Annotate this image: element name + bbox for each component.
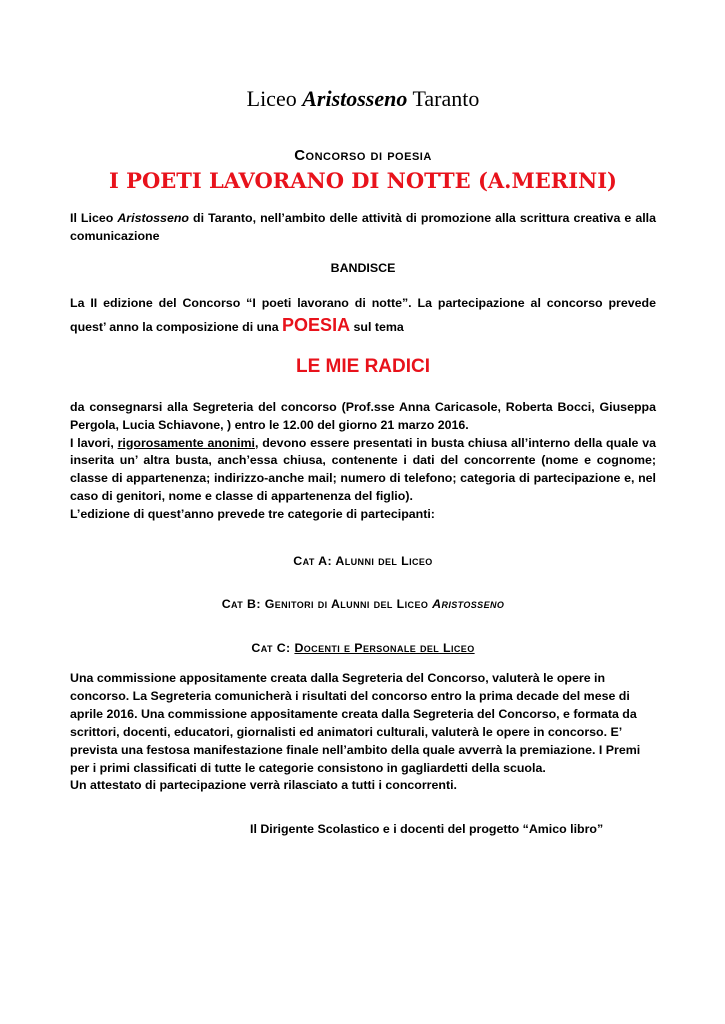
submission-paragraph	[70, 399, 656, 524]
school-name: Aristosseno	[302, 86, 408, 111]
certificate-text: Un attestato di partecipazione verrà rilasciato a tutti i concorrenti.	[70, 778, 457, 793]
poesia-highlight: POESIA	[282, 315, 351, 335]
anonymity-underlined: rigorosamente anonimi	[117, 435, 255, 450]
categories-intro: L’edizione di quest’anno prevede tre categorie di partecipanti:	[70, 506, 435, 521]
category-a: Cat A: Alunni del Liceo	[293, 554, 433, 568]
contest-title: I POETI LAVORANO DI NOTTE (A.MERINI)	[109, 168, 617, 193]
contest-label: Concorso di poesia	[294, 147, 432, 164]
school-prefix: Liceo	[246, 86, 303, 111]
category-c-text: Docenti e Personale del Liceo	[294, 641, 475, 655]
anonymity-before: I lavori,	[70, 435, 118, 450]
intro-text: di Taranto, nell’ambito delle attività di promozione alla scrittura creativa e alla comunicazione	[70, 211, 656, 243]
anonymity-text	[70, 435, 656, 506]
edition-text-before: La II edizione del Concorso “I poeti lavorano di notte”. La partecipazione al concorso prevede quest’ anno la composizione di una	[70, 296, 656, 334]
intro-paragraph	[70, 209, 656, 245]
bandisce-heading: BANDISCE	[330, 261, 396, 275]
intro-prefix: Il Liceo	[70, 211, 118, 225]
commission-text: Una commissione appositamente creata dalla Segreteria del Concorso, valuterà le opere in concorso. La Segreteria comunicherà i risultati del concorso entro la prima decade del mese di aprile 2016. Una commissione appositamente creata dalla Segreteria del Concorso, e formata da scrittori, docenti, educatori, giornalisti ed animatori culturali, valuterà le opere in concorso. E’ prevista una festosa manifestazione finale nell’ambito della quale avverrà la premiazione. I Premi per i primi classificati di tutte le categorie consistono in gagliardetti della scuola.	[70, 671, 641, 775]
signature-line: Il Dirigente Scolastico e i docenti del progetto “Amico libro”	[250, 822, 604, 836]
category-b	[70, 597, 656, 611]
category-c	[70, 641, 656, 655]
edition-text-after: sul tema	[350, 320, 404, 334]
intro-school-name: Aristosseno	[117, 211, 189, 225]
category-b-school: Aristosseno	[432, 597, 505, 611]
edition-paragraph	[70, 292, 656, 338]
category-c-label: Cat C:	[251, 641, 295, 655]
commission-paragraph	[70, 670, 656, 795]
school-suffix: Taranto	[407, 86, 480, 111]
submission-deadline-text: da consegnarsi alla Segreteria del concorso (Prof.sse Anna Caricasole, Roberta Bocci, Giuseppa Pergola, Lucia Schiavone, ) entro le 12.00 del giorno 21 marzo 2016.	[70, 400, 656, 432]
theme-title: LE MIE RADICI	[295, 356, 431, 377]
anonymity-after: , devono essere presentati in busta chiusa all’interno della quale va inserita un’ altra busta, anch’essa chiusa, contenente i dati del concorrente (nome e cognome; classe di appartenenza; indirizzo-anche mail; numero di telefono; categoria di partecipazione e, nel caso di genitori, nome e classe di appartenenza del figlio).	[70, 435, 656, 503]
school-heading	[70, 86, 656, 112]
category-b-text: Cat B: Genitori di Alunni del Liceo	[221, 597, 433, 611]
